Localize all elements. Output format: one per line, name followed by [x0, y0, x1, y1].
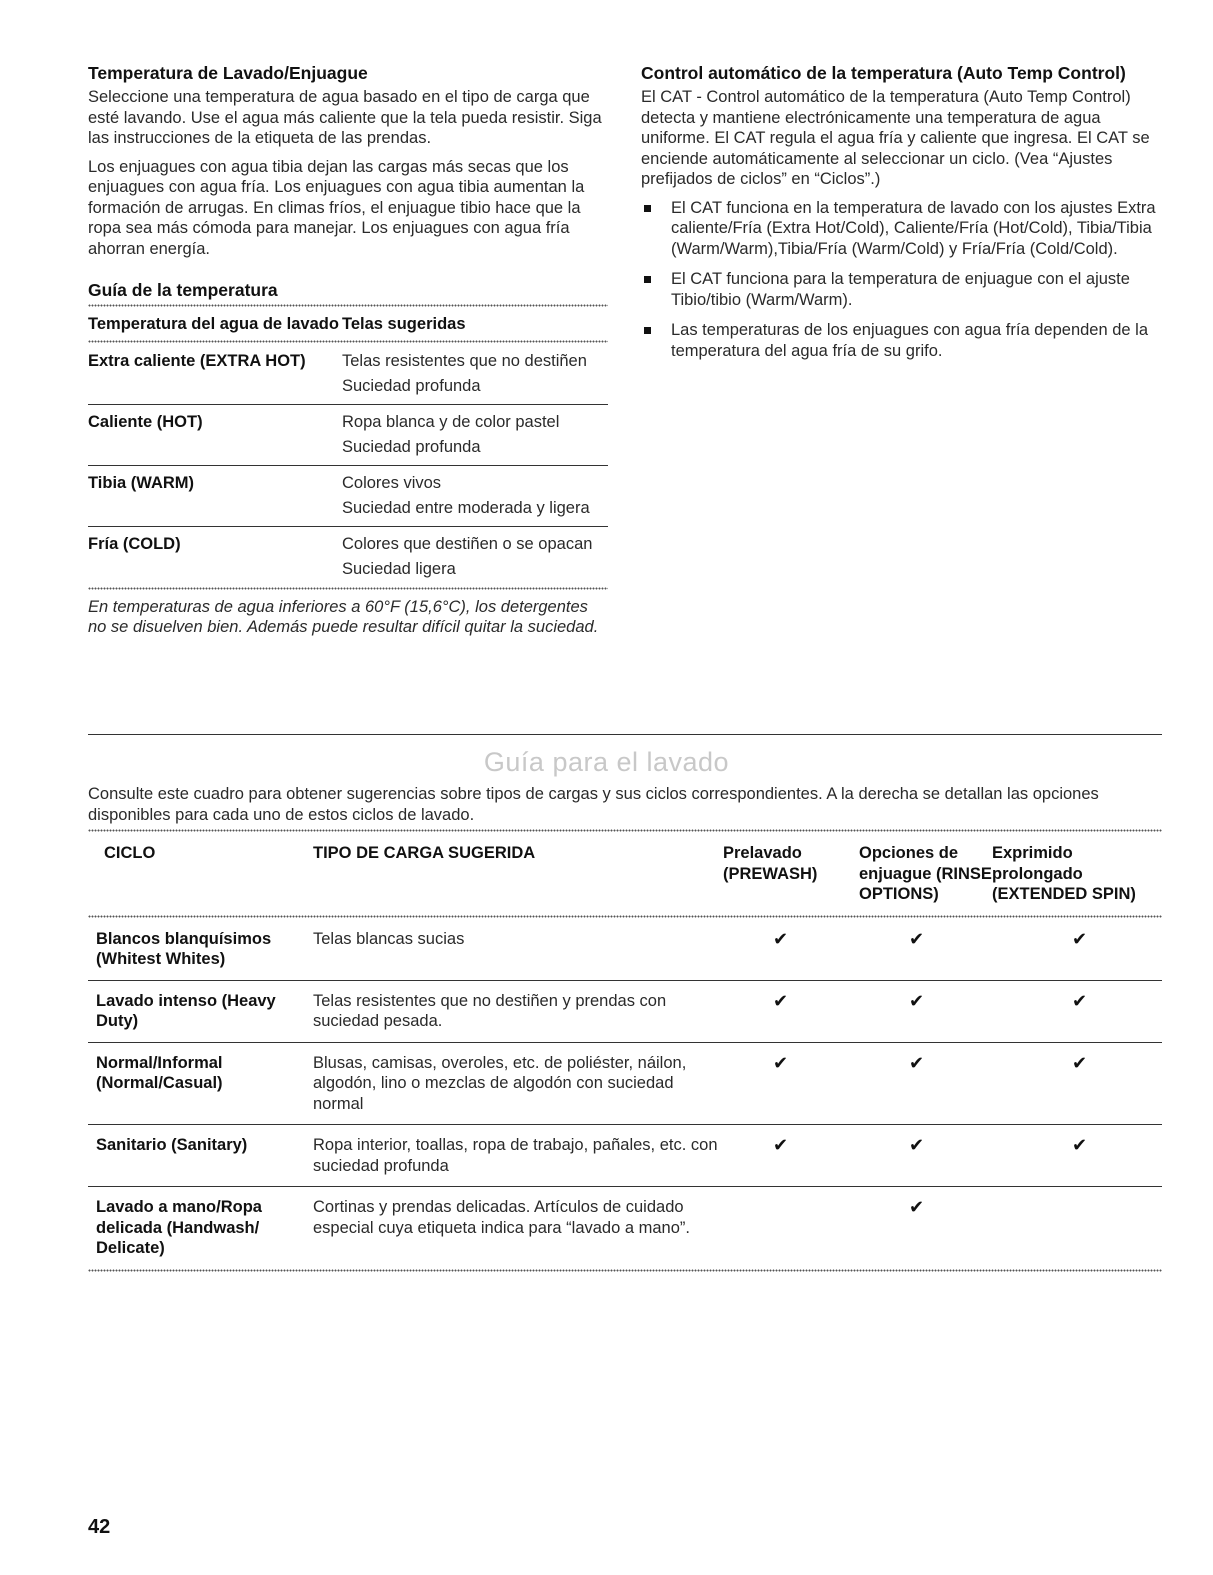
- square-bullet-icon: [644, 276, 651, 283]
- temp-guide-heading: Guía de la temperatura: [88, 280, 278, 300]
- right-column: [641, 62, 1171, 371]
- cycle-cell: Lavado intenso (Heavy Duty): [96, 991, 276, 1030]
- wash-table-header: [88, 833, 1162, 915]
- load-cell: Blusas, camisas, overoles, etc. de poliéster, náilon, algodón, lino o mezclas de algodón con suciedad normal: [313, 1053, 687, 1113]
- check-icon: ✔: [909, 1135, 925, 1155]
- fabric-cell: Telas resistentes que no destiñen: [342, 351, 587, 370]
- check-icon: ✔: [773, 990, 789, 1011]
- temp-cell: Caliente (HOT): [88, 412, 203, 431]
- temp-row-warm: [88, 466, 608, 526]
- temp-cell: Fría (COLD): [88, 534, 181, 553]
- check-icon: ✔: [909, 1197, 925, 1217]
- fabric-cell: Colores vivos: [342, 473, 442, 492]
- wash-guide-intro: Consulte este cuadro para obtener sugerencias sobre tipos de cargas y sus ciclos correspondientes. A la derecha se detallan las opciones disponibles para cada uno de estos ciclos de lavado.: [88, 785, 1099, 824]
- auto-temp-bullets: [641, 198, 1171, 362]
- wash-row-whitest-whites: [88, 919, 1162, 980]
- bullet-item: Las temperaturas de los enjuagues con agua fría dependen de la temperatura del agua fría de su grifo.: [641, 320, 1171, 361]
- prewash-col-header: Prelavado (PREWASH): [723, 844, 818, 883]
- cycle-cell: Sanitario (Sanitary): [96, 1136, 248, 1154]
- check-icon: ✔: [1072, 1052, 1088, 1073]
- cycle-cell: Lavado a mano/Ropa delicada (Handwash/ Delicate): [96, 1198, 262, 1257]
- load-cell: Telas blancas sucias: [313, 929, 465, 948]
- temp-row-hot: [88, 405, 608, 465]
- soil-cell: Suciedad entre moderada y ligera: [342, 499, 590, 517]
- fabric-cell: Ropa blanca y de color pastel: [342, 412, 560, 431]
- bullet-item: El CAT funciona en la temperatura de lavado con los ajustes Extra caliente/Fría (Extra Hot/Cold), Caliente/Fría (Hot/Cold), Tibia/Tibia (Warm/Warm),Tibia/Fría (Warm/Cold) y Fría/Fría (Cold/Cold).: [641, 198, 1171, 260]
- cycle-cell: Normal/Informal (Normal/Casual): [96, 1053, 223, 1092]
- wash-table-bottom-rule: [88, 1269, 1162, 1273]
- table-bottom-rule: [88, 587, 608, 591]
- wash-row-handwash-delicate: [88, 1187, 1162, 1269]
- square-bullet-icon: [644, 205, 651, 212]
- fabric-col-header: Telas sugeridas: [342, 315, 466, 333]
- wash-rinse-heading: Temperatura de Lavado/Enjuague: [88, 63, 368, 83]
- temp-row-extra-hot: [88, 344, 608, 404]
- wash-rinse-paragraph-1: Seleccione una temperatura de agua basado en el tipo de carga que esté lavando. Use el agua más caliente que la tela pueda resistir. Siga las instrucciones de la etiqueta de las prendas.: [88, 88, 602, 147]
- cycle-col-header: CICLO: [104, 844, 156, 862]
- section-divider: [88, 734, 1162, 735]
- temp-table-header: [88, 308, 608, 340]
- wash-rinse-paragraph-2: Los enjuagues con agua tibia dejan las cargas más secas que los enjuagues con agua fría. Los enjuagues con agua tibia aumentan la formación de arrugas. En climas fríos, el enjuague tibio hace que la ropa sea más cómoda para manejar. Los enjuagues con agua fría ahorran energía.: [88, 157, 585, 258]
- bullet-item: El CAT funciona para la temperatura de enjuague con el ajuste Tibio/tibio (Warm/Warm).: [641, 269, 1171, 310]
- temp-cell: Tibia (WARM): [88, 473, 195, 492]
- cycle-cell: Blancos blanquísimos (Whitest Whites): [96, 929, 272, 968]
- check-icon: ✔: [909, 1052, 925, 1073]
- check-icon: ✔: [909, 990, 925, 1011]
- temp-row-cold: [88, 527, 608, 587]
- load-cell: Telas resistentes que no destiñen y prendas con suciedad pesada.: [313, 991, 667, 1030]
- soil-cell: Suciedad ligera: [342, 560, 456, 578]
- wash-guide-table: [88, 829, 1162, 1273]
- load-cell: Ropa interior, toallas, ropa de trabajo, pañales, etc. con suciedad profunda: [313, 1136, 718, 1175]
- check-icon: ✔: [1072, 990, 1088, 1011]
- rinse-col-header: Opciones de enjuague (RINSE OPTIONS): [859, 844, 992, 903]
- fabric-cell: Colores que destiñen o se opacan: [342, 534, 593, 553]
- temp-col-header: Temperatura del agua de lavado: [88, 315, 339, 333]
- wash-guide-title: Guía para el lavado: [483, 747, 730, 777]
- check-icon: ✔: [773, 1052, 789, 1073]
- check-icon: ✔: [1072, 928, 1088, 949]
- temp-cell: Extra caliente (EXTRA HOT): [88, 351, 306, 370]
- check-icon: ✔: [909, 928, 925, 949]
- square-bullet-icon: [644, 327, 651, 334]
- page-number: 42: [88, 1516, 111, 1538]
- auto-temp-paragraph: El CAT - Control automático de la temperatura (Auto Temp Control) detecta y mantiene electrónicamente una temperatura de agua uniforme. El CAT regula el agua fría y caliente que ingresa. El CAT se enciende automáticamente al seleccionar un ciclo. (Vea “Ajustes prefijados de ciclos” en “Ciclos”.): [641, 88, 1150, 188]
- soil-cell: Suciedad profunda: [342, 438, 481, 456]
- left-column: [88, 62, 608, 638]
- wash-row-sanitary: [88, 1125, 1162, 1186]
- auto-temp-heading: Control automático de la temperatura (Auto Temp Control): [641, 63, 1126, 83]
- wash-row-normal-casual: [88, 1043, 1162, 1125]
- check-icon: ✔: [773, 928, 789, 949]
- temp-note: En temperaturas de agua inferiores a 60°F (15,6°C), los detergentes no se disuelven bien. Además puede resultar difícil quitar la suciedad.: [88, 597, 599, 636]
- spin-col-header: Exprimido prolongado (EXTENDED SPIN): [992, 844, 1136, 903]
- check-icon: ✔: [1072, 1135, 1088, 1155]
- load-col-header: TIPO DE CARGA SUGERIDA: [313, 844, 536, 862]
- load-cell: Cortinas y prendas delicadas. Artículos de cuidado especial cuya etiqueta indica para “lavado a mano”.: [313, 1198, 690, 1237]
- wash-row-heavy-duty: [88, 981, 1162, 1042]
- soil-cell: Suciedad profunda: [342, 377, 481, 395]
- check-icon: ✔: [773, 1135, 789, 1155]
